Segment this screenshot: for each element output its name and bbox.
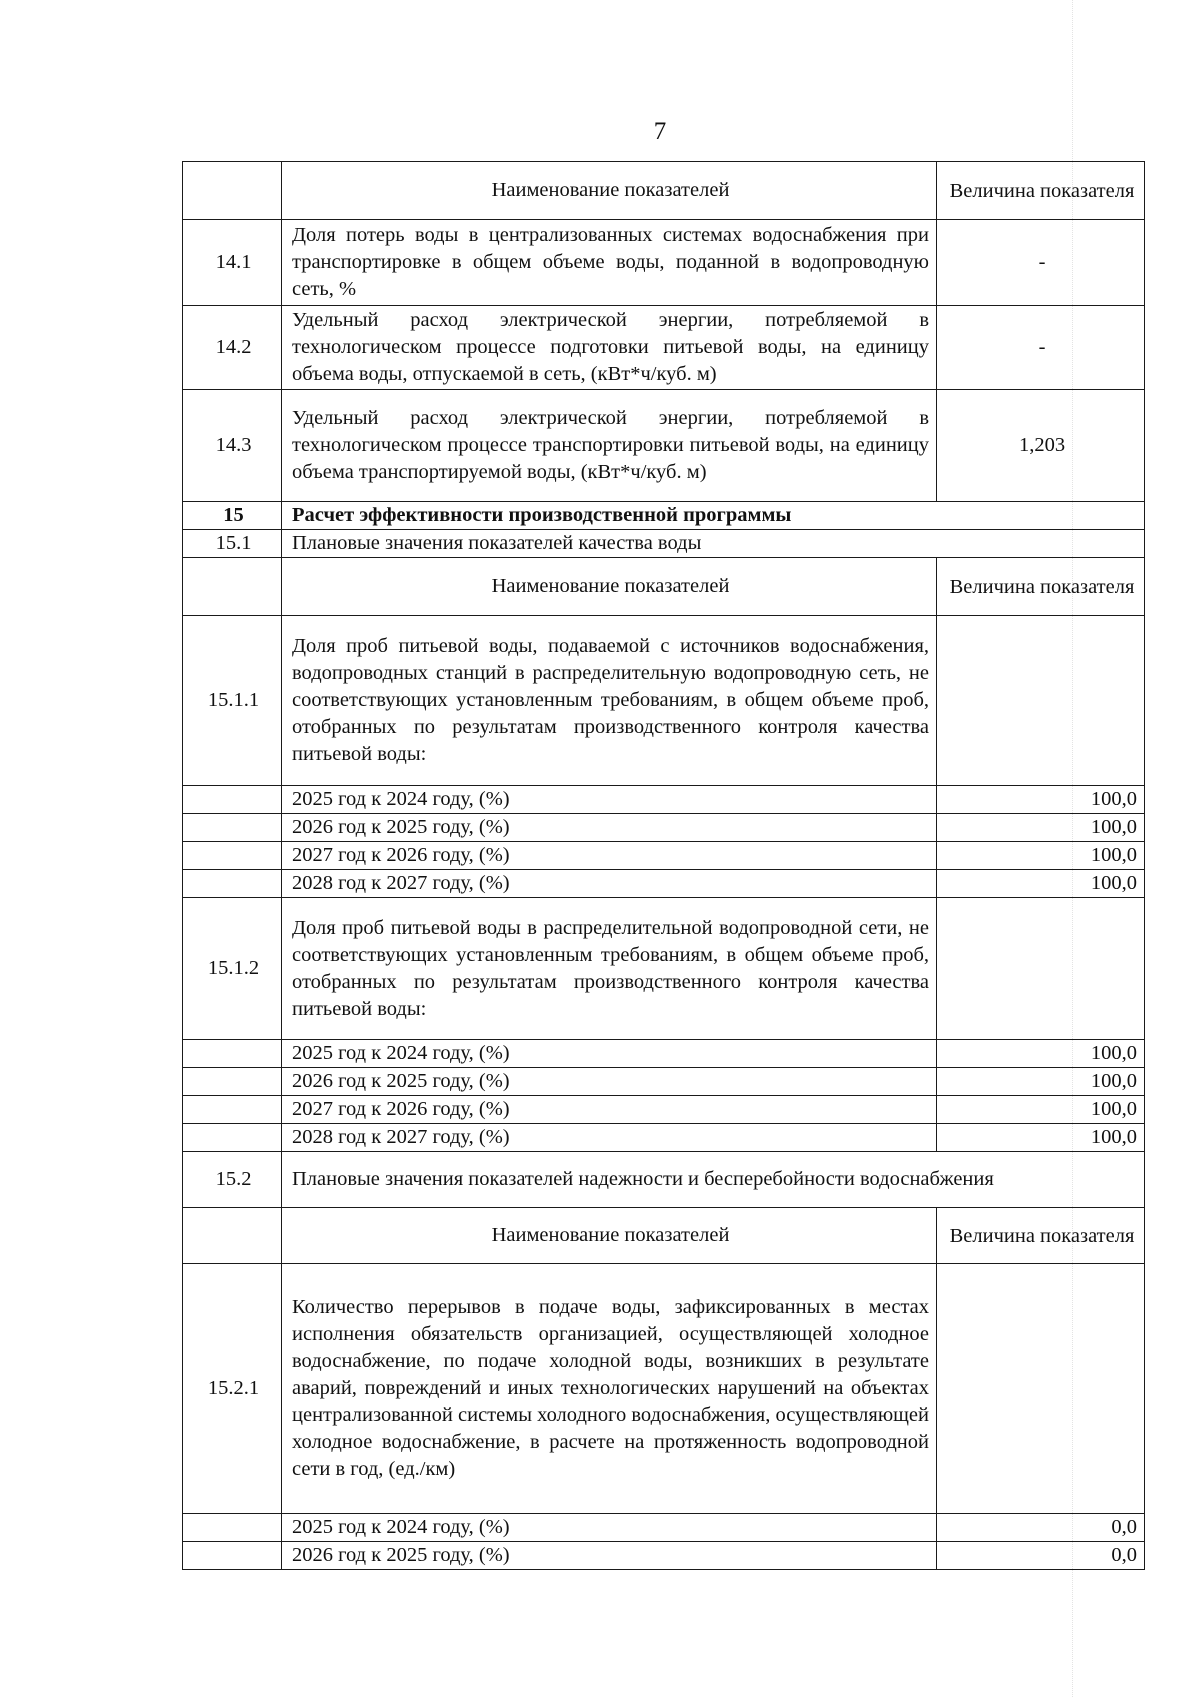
row-value: -	[937, 306, 1145, 390]
year-row	[183, 1124, 1145, 1152]
row-number	[183, 842, 282, 870]
row-value	[937, 1264, 1145, 1514]
year-value: 100,0	[937, 1124, 1145, 1152]
year-value: 0,0	[937, 1542, 1145, 1570]
header-value-cell: Величина показателя	[937, 1208, 1145, 1264]
section-number: 15.2	[183, 1152, 282, 1208]
year-label: 2028 год к 2027 году, (%)	[282, 870, 937, 898]
year-label: 2026 год к 2025 году, (%)	[282, 814, 937, 842]
header-num-cell	[183, 558, 282, 616]
section-title: Плановые значения показателей качества воды	[282, 530, 1145, 558]
row-number	[183, 870, 282, 898]
indicators-table	[182, 161, 1145, 1570]
row-number: 14.2	[183, 306, 282, 390]
section-row	[183, 530, 1145, 558]
header-num-cell	[183, 162, 282, 220]
row-number	[183, 1068, 282, 1096]
row-number: 14.3	[183, 390, 282, 502]
year-label: 2025 год к 2024 году, (%)	[282, 1514, 937, 1542]
row-number	[183, 814, 282, 842]
row-number: 15.1.1	[183, 616, 282, 786]
year-label: 2026 год к 2025 году, (%)	[282, 1542, 937, 1570]
row-value	[937, 616, 1145, 786]
year-row	[183, 1040, 1145, 1068]
row-text: Доля потерь воды в централизованных системах водоснабжения при транспортировке в общем объеме воды, поданной в водопроводную сеть, %	[282, 220, 937, 306]
year-row	[183, 1542, 1145, 1570]
year-value: 0,0	[937, 1514, 1145, 1542]
year-label: 2025 год к 2024 году, (%)	[282, 786, 937, 814]
year-value: 100,0	[937, 842, 1145, 870]
row-number	[183, 1542, 282, 1570]
row-value: -	[937, 220, 1145, 306]
year-row	[183, 786, 1145, 814]
header-value-cell: Величина показателя	[937, 162, 1145, 220]
year-label: 2025 год к 2024 году, (%)	[282, 1040, 937, 1068]
year-label: 2027 год к 2026 году, (%)	[282, 842, 937, 870]
section-title: Плановые значения показателей надежности и бесперебойности водоснабжения	[282, 1152, 1145, 1208]
year-row	[183, 870, 1145, 898]
year-value: 100,0	[937, 1096, 1145, 1124]
row-number: 15.2.1	[183, 1264, 282, 1514]
year-value: 100,0	[937, 1040, 1145, 1068]
table-row	[183, 306, 1145, 390]
year-value: 100,0	[937, 1068, 1145, 1096]
header-name-cell: Наименование показателей	[282, 1208, 937, 1264]
row-text: Количество перерывов в подаче воды, зафиксированных в местах исполнения обязательств организацией, осуществляющей холодное водоснабжение, по подаче холодной воды, возникших в результате аварий, повреждений и иных технологических нарушений на объектах централизованной системы холодного водоснабжения, осуществляющей холодное водоснабжение, в расчете на протяженность водопроводной сети в год, (ед./км)	[282, 1264, 937, 1514]
section-number: 15.1	[183, 530, 282, 558]
year-label: 2027 год к 2026 году, (%)	[282, 1096, 937, 1124]
row-value: 1,203	[937, 390, 1145, 502]
year-label: 2026 год к 2025 году, (%)	[282, 1068, 937, 1096]
table-row	[183, 390, 1145, 502]
row-text: Доля проб питьевой воды, подаваемой с источников водоснабжения, водопроводных станций в распределительную водопроводную сеть, не соответствующих установленным требованиям, в общем объеме проб, отобранных по результатам производственного контроля качества питьевой воды:	[282, 616, 937, 786]
header-value-cell: Величина показателя	[937, 558, 1145, 616]
year-row	[183, 842, 1145, 870]
table-row	[183, 220, 1145, 306]
section-row	[183, 1152, 1145, 1208]
year-value: 100,0	[937, 814, 1145, 842]
row-number: 14.1	[183, 220, 282, 306]
year-row	[183, 1096, 1145, 1124]
table-header-row	[183, 558, 1145, 616]
section-number: 15	[183, 502, 282, 530]
header-num-cell	[183, 1208, 282, 1264]
year-row	[183, 1068, 1145, 1096]
page-number: 7	[653, 118, 667, 145]
row-text: Удельный расход электрической энергии, потребляемой в технологическом процессе транспортировки питьевой воды, на единицу объема транспортируемой воды, (кВт*ч/куб. м)	[282, 390, 937, 502]
year-value: 100,0	[937, 870, 1145, 898]
table-row	[183, 898, 1145, 1040]
year-row	[183, 1514, 1145, 1542]
row-number	[183, 786, 282, 814]
year-label: 2028 год к 2027 году, (%)	[282, 1124, 937, 1152]
header-name-cell: Наименование показателей	[282, 162, 937, 220]
section-title: Расчет эффективности производственной программы	[282, 502, 1145, 530]
header-name-cell: Наименование показателей	[282, 558, 937, 616]
row-text: Доля проб питьевой воды в распределительной водопроводной сети, не соответствующих установленным требованиям, в общем объеме проб, отобранных по результатам производственного контроля качества питьевой воды:	[282, 898, 937, 1040]
year-row	[183, 814, 1145, 842]
table-header-row	[183, 162, 1145, 220]
section-row	[183, 502, 1145, 530]
row-value	[937, 898, 1145, 1040]
row-number	[183, 1040, 282, 1068]
row-number	[183, 1096, 282, 1124]
table-row	[183, 1264, 1145, 1514]
table-row	[183, 616, 1145, 786]
row-number	[183, 1124, 282, 1152]
year-value: 100,0	[937, 786, 1145, 814]
row-text: Удельный расход электрической энергии, потребляемой в технологическом процессе подготовки питьевой воды, на единицу объема воды, отпускаемой в сеть, (кВт*ч/куб. м)	[282, 306, 937, 390]
row-number: 15.1.2	[183, 898, 282, 1040]
table-header-row	[183, 1208, 1145, 1264]
row-number	[183, 1514, 282, 1542]
